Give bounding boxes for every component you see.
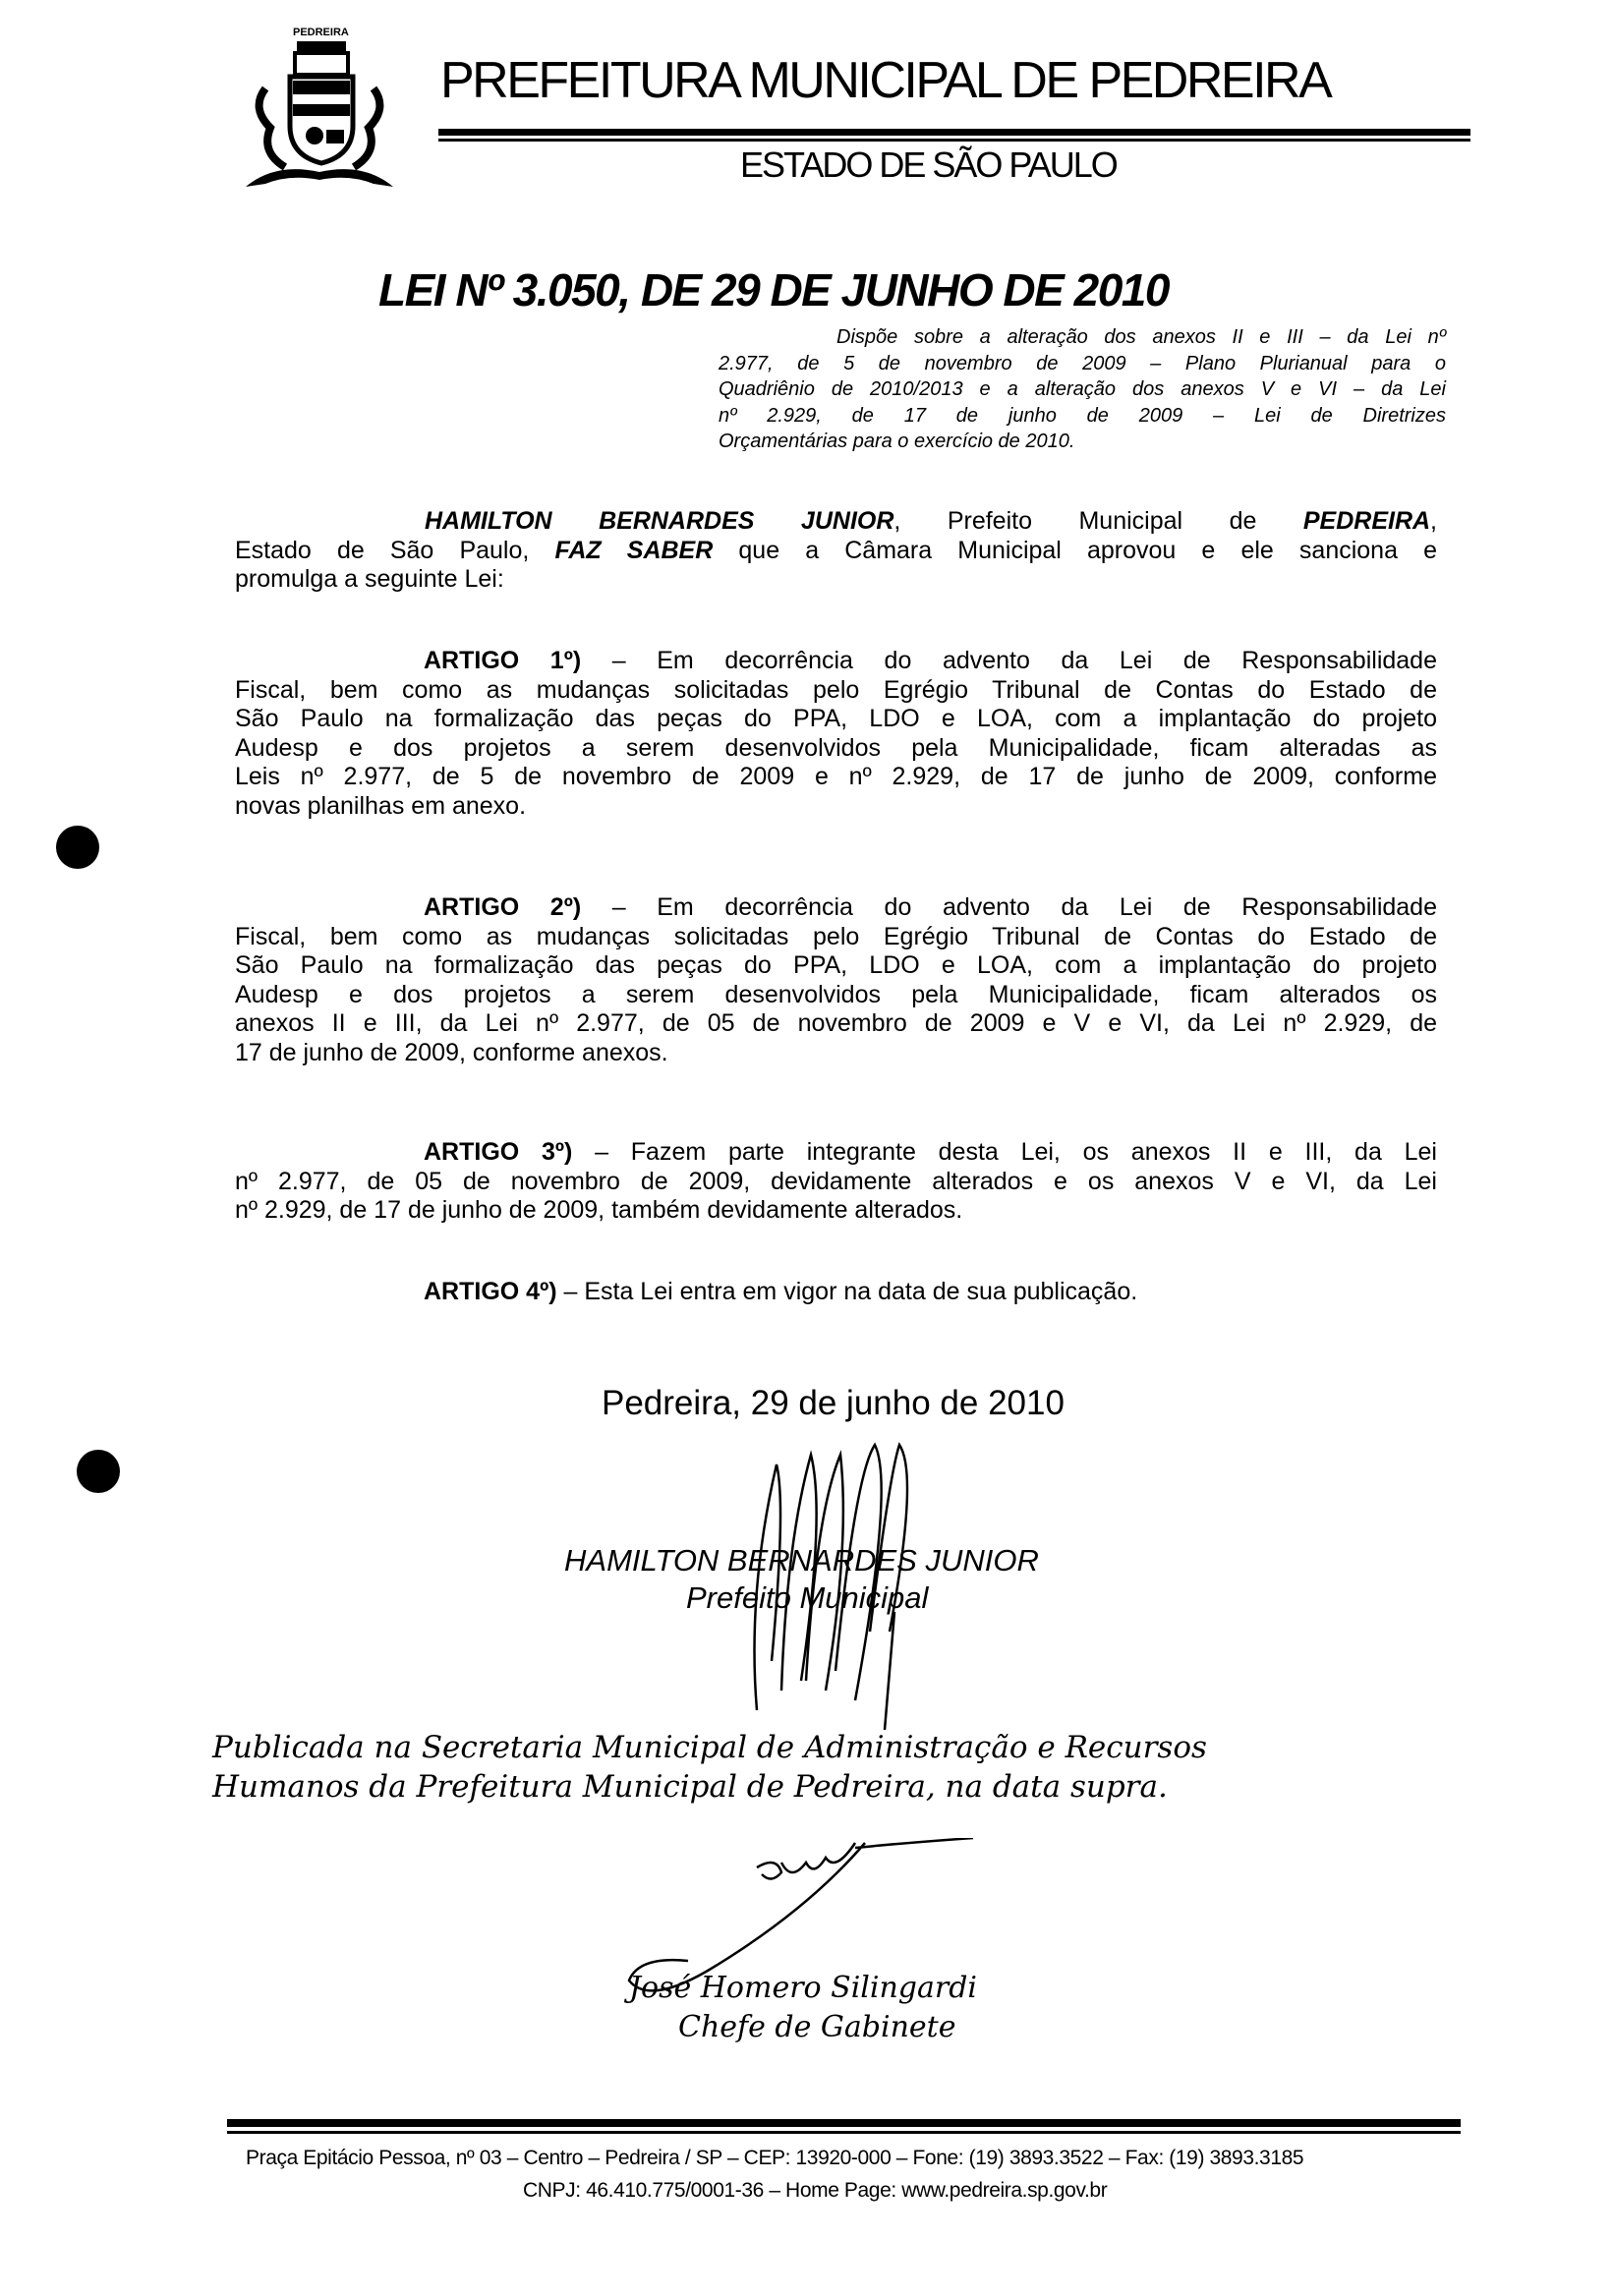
article-line: nº 2.929, de 17 de junho de 2009, também devidamente alterados. xyxy=(235,1196,963,1224)
article-line: ARTIGO 4º) – Esta Lei entra em vigor na data de sua publicação. xyxy=(424,1278,1138,1305)
article-line: ARTIGO 2º) – Em decorrência do advento da Lei de Responsabilidade xyxy=(424,893,1437,921)
publication-note: Publicada na Secretaria Municipal de Administração e Recursos Humanos da Prefeitura Municipal de Pedreira, na data supra. xyxy=(212,1730,1207,1805)
signing-date: Pedreira, 29 de junho de 2010 xyxy=(602,1384,1065,1422)
mayor-name: HAMILTON BERNARDES JUNIOR xyxy=(425,507,894,535)
summary-line: Orçamentárias para o exercício de 2010. xyxy=(719,430,1075,452)
header-rule-thin xyxy=(438,139,1470,142)
article-line: anexos II e III, da Lei nº 2.977, de 05 de novembro de 2009 e V e VI, da Lei nº 2.929, de xyxy=(235,1009,1437,1037)
article-line: Fiscal, bem como as mudanças solicitadas pelo Egrégio Tribunal de Contas do Estado de xyxy=(235,922,1437,950)
article-line: Audesp e dos projetos a serem desenvolvidos pela Municipalidade, ficam alteradas as xyxy=(235,733,1437,762)
chief-role: Chefe de Gabinete xyxy=(678,2010,956,2044)
summary-line: Quadriênio de 2010/2013 e a alteração dos anexos V e VI – da Lei xyxy=(719,378,1446,400)
article-line: Audesp e dos projetos a serem desenvolvidos pela Municipalidade, ficam alterados os xyxy=(235,980,1437,1008)
article-line: 17 de junho de 2009, conforme anexos. xyxy=(235,1038,668,1066)
article-label: ARTIGO 1º) xyxy=(424,647,582,674)
article-line: São Paulo na formalização das peças do PPA, LDO e LOA, com a implantação do projeto xyxy=(235,951,1437,979)
article-line: Leis nº 2.977, de 5 de novembro de 2009 e nº 2.929, de 17 de junho de 2009, conforme xyxy=(235,763,1437,790)
article-line: ARTIGO 3º) – Fazem parte integrante desta Lei, os anexos II e III, da Lei xyxy=(424,1138,1437,1166)
chief-name: José Homero Silingardi xyxy=(629,1971,978,2005)
article-line: nº 2.977, de 05 de novembro de 2009, devidamente alterados e os anexos V e VI, da Lei xyxy=(235,1167,1437,1195)
article-line: Fiscal, bem como as mudanças solicitadas pelo Egrégio Tribunal de Contas do Estado de xyxy=(235,675,1437,704)
law-summary xyxy=(719,324,1446,455)
article-label: ARTIGO 4º) xyxy=(424,1278,557,1305)
article-4 xyxy=(235,1278,1437,1307)
article-line: novas planilhas em anexo. xyxy=(235,791,527,820)
article-label: ARTIGO 3º) xyxy=(424,1138,573,1166)
article-1 xyxy=(235,647,1437,821)
summary-line: 2.977, de 5 de novembro de 2009 – Plano Plurianual para o xyxy=(719,352,1446,374)
faz-saber: FAZ SABER xyxy=(554,536,714,564)
footer-cnpj: CNPJ: 46.410.775/0001-36 – Home Page: www.pedreira.sp.gov.br xyxy=(523,2179,1108,2202)
punch-hole-mark xyxy=(77,1450,120,1493)
signer-role: Prefeito Municipal xyxy=(686,1580,929,1615)
article-line: ARTIGO 1º) – Em decorrência do advento da Lei de Responsabilidade xyxy=(424,647,1437,674)
article-3 xyxy=(235,1138,1437,1226)
punch-hole-mark xyxy=(56,826,99,869)
header-state: ESTADO DE SÃO PAULO xyxy=(740,144,1117,185)
article-line: São Paulo na formalização das peças do PPA, LDO e LOA, com a implantação do projeto xyxy=(235,705,1437,732)
header-title: PREFEITURA MUNICIPAL DE PEDREIRA xyxy=(440,52,1331,109)
summary-line: Dispõe sobre a alteração dos anexos II e III – da Lei nº xyxy=(836,326,1446,348)
signer-name: HAMILTON BERNARDES JUNIOR xyxy=(564,1543,1039,1578)
law-title: LEI Nº 3.050, DE 29 DE JUNHO DE 2010 xyxy=(378,264,1169,316)
intro-paragraph: HAMILTON BERNARDES JUNIOR, Prefeito Municipal de PEDREIRA, Estado de São Paulo, FAZ SABER que a Câmara Municipal aprovou e ele sanciona e promulga a seguinte Lei: xyxy=(235,507,1437,593)
footer-rule xyxy=(227,2119,1461,2127)
article-label: ARTIGO 2º) xyxy=(424,893,582,921)
municipal-crest-logo xyxy=(236,20,403,197)
city-name: PEDREIRA xyxy=(1302,507,1431,535)
summary-line: nº 2.929, de 17 de junho de 2009 – Lei de Diretrizes xyxy=(719,404,1446,427)
footer-address: Praça Epitácio Pessoa, nº 03 – Centro – Pedreira / SP – CEP: 13920-000 – Fone: (19) 3893.3522 – Fax: (19) 3893.3185 xyxy=(246,2147,1304,2169)
footer-rule-thin xyxy=(227,2131,1461,2134)
header-rule xyxy=(438,129,1470,136)
article-2 xyxy=(235,893,1437,1067)
svg-text:PEDREIRA: PEDREIRA xyxy=(293,27,349,38)
